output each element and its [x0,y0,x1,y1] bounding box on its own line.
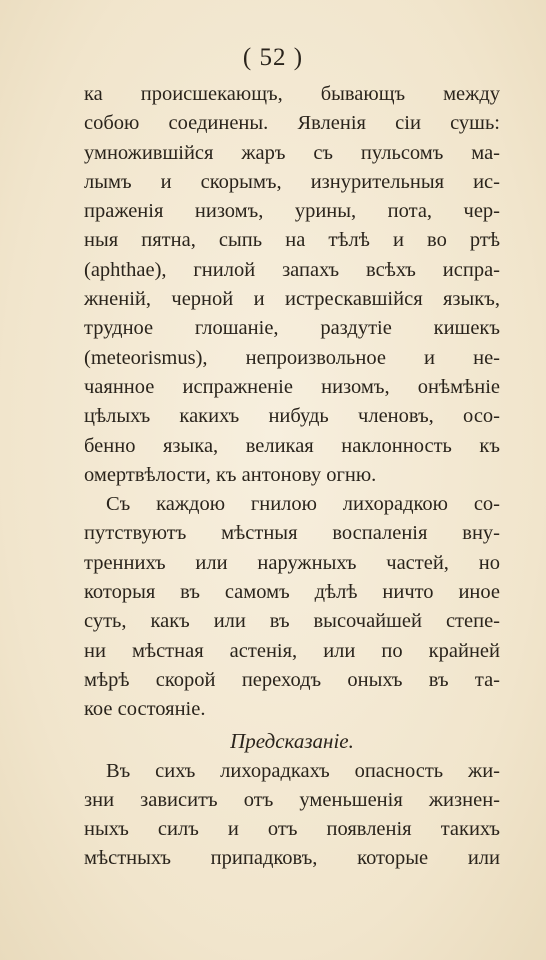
text-line: кое состояніе. [84,698,206,721]
text-line: мѣстныхъ припадковъ, которые или [84,847,500,870]
text-line: цѣлыхъ какихъ нибудь членовъ, осо- [84,405,500,428]
text-line: ни мѣстная астенія, или по крайней [84,639,500,662]
text-line: ныя пятна, сыпь на тѣлѣ и во ртѣ [84,229,500,252]
text-line: (aphthae), гнилой запахъ всѣхъ испра- [84,258,500,281]
text-line: омертвѣлости, къ антонову огню. [84,463,377,486]
text-line: суть, какъ или въ высочайшей степе- [84,610,500,633]
text-line: праженія низомъ, урины, пота, чер- [84,200,500,223]
text-line: трудное глошаніе, раздутіе кишекъ [84,317,500,340]
text-line: зни зависитъ отъ уменьшенія жизнен- [84,788,500,811]
text-line: путствуютъ мѣстныя воспаленія вну- [84,522,500,545]
text-line: бенно языка, великая наклонность къ [84,434,500,457]
text-line: умножившійся жаръ съ пульсомъ ма- [84,141,500,164]
text-line: Съ каждою гнилою лихорадкою со- [106,493,500,516]
text-line: ныхъ силъ и отъ появленія такихъ [84,818,500,841]
page-number: ( 52 ) [242,44,304,71]
text-line: которыя въ самомъ дѣлѣ ничто иное [84,581,500,604]
text-line: мѣрѣ скорой переходъ оныхъ въ та- [84,668,500,691]
text-line: ка происшекающъ, бывающъ между [84,83,500,105]
body-text [84,80,500,874]
text-line: (meteorismus), непроизвольное и не- [84,346,500,369]
text-line: Въ сихъ лихорадкахъ опасность жи- [106,759,500,782]
section-heading: Предсказаніе. [230,728,354,753]
text-line: чаянное испражненіе низомъ, онѣмѣніе [84,375,500,398]
text-line: треннихъ или наружныхъ частей, но [84,551,500,574]
text-line: собою соединены. Явленія сіи сушь: [84,112,500,135]
text-line: лымъ и скорымъ, изнурительныя ис- [84,170,500,193]
text-line: жненій, черной и истрескавшійся языкъ, [84,288,500,311]
